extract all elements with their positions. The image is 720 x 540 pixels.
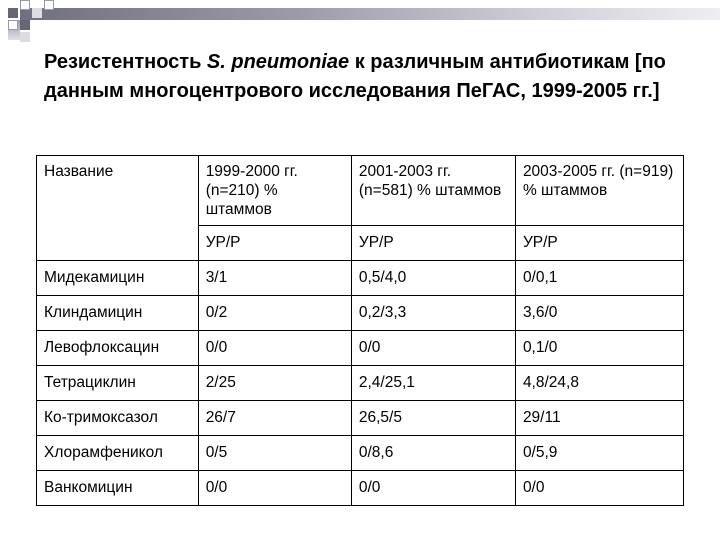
row-value: 0/0 bbox=[515, 471, 683, 506]
row-name: Тетрациклин bbox=[37, 366, 199, 401]
row-value: 0/0 bbox=[198, 471, 351, 506]
table-row bbox=[37, 471, 684, 506]
row-value: 26,5/5 bbox=[351, 401, 515, 436]
row-value: 0/5,9 bbox=[515, 436, 683, 471]
header-period: 1999-2000 гг. (n=210) % штаммов bbox=[198, 156, 351, 226]
row-name: Ванкомицин bbox=[37, 471, 199, 506]
table-row bbox=[37, 401, 684, 436]
row-name: Ко-тримоксазол bbox=[37, 401, 199, 436]
table-row bbox=[37, 436, 684, 471]
table-row bbox=[37, 261, 684, 296]
decorative-square bbox=[20, 0, 30, 10]
row-value: 0/2 bbox=[198, 296, 351, 331]
title-species: S. pneumoniae bbox=[206, 51, 350, 73]
resistance-table bbox=[36, 155, 684, 506]
decorative-square bbox=[20, 32, 30, 42]
title-text-1: Резистентность bbox=[44, 51, 207, 73]
row-value: 0,5/4,0 bbox=[351, 261, 515, 296]
table-row bbox=[37, 366, 684, 401]
slide-title bbox=[44, 48, 684, 106]
table-row bbox=[37, 296, 684, 331]
row-name: Клиндамицин bbox=[37, 296, 199, 331]
row-value: 0/0 bbox=[351, 331, 515, 366]
row-name: Мидекамицин bbox=[37, 261, 199, 296]
row-value: 0,2/3,3 bbox=[351, 296, 515, 331]
row-value: 26/7 bbox=[198, 401, 351, 436]
row-value: 0/0 bbox=[198, 331, 351, 366]
row-value: 3/1 bbox=[198, 261, 351, 296]
header-period: 2001-2003 гг. (n=581) % штаммов bbox=[351, 156, 515, 226]
row-value: 0/0,1 bbox=[515, 261, 683, 296]
row-value: 29/11 bbox=[515, 401, 683, 436]
decorative-square bbox=[8, 8, 18, 18]
table-row bbox=[37, 331, 684, 366]
decorative-square bbox=[32, 8, 42, 18]
subheader: УР/Р bbox=[351, 226, 515, 261]
header-name: Название bbox=[37, 156, 199, 261]
row-value: 0/0 bbox=[351, 471, 515, 506]
row-value: 4,8/24,8 bbox=[515, 366, 683, 401]
decorative-square bbox=[44, 0, 54, 10]
row-value: 2/25 bbox=[198, 366, 351, 401]
decorative-square bbox=[20, 20, 30, 30]
header-period: 2003-2005 гг. (n=919) % штаммов bbox=[515, 156, 683, 226]
row-name: Хлорамфеникол bbox=[37, 436, 199, 471]
decorative-square bbox=[8, 20, 18, 30]
subheader: УР/Р bbox=[515, 226, 683, 261]
row-value: 0/8,6 bbox=[351, 436, 515, 471]
title-text-2: к различным антибиотикам [по данным многоцентрового исследования ПеГАС, 1999-2005 гг.] bbox=[44, 51, 666, 102]
subheader: УР/Р bbox=[198, 226, 351, 261]
row-value: 3,6/0 bbox=[515, 296, 683, 331]
row-name: Левофлоксацин bbox=[37, 331, 199, 366]
row-value: 2,4/25,1 bbox=[351, 366, 515, 401]
row-value: 0/5 bbox=[198, 436, 351, 471]
table-header-row bbox=[37, 156, 684, 226]
decorative-top-bar bbox=[20, 8, 720, 20]
row-value: 0,1/0 bbox=[515, 331, 683, 366]
